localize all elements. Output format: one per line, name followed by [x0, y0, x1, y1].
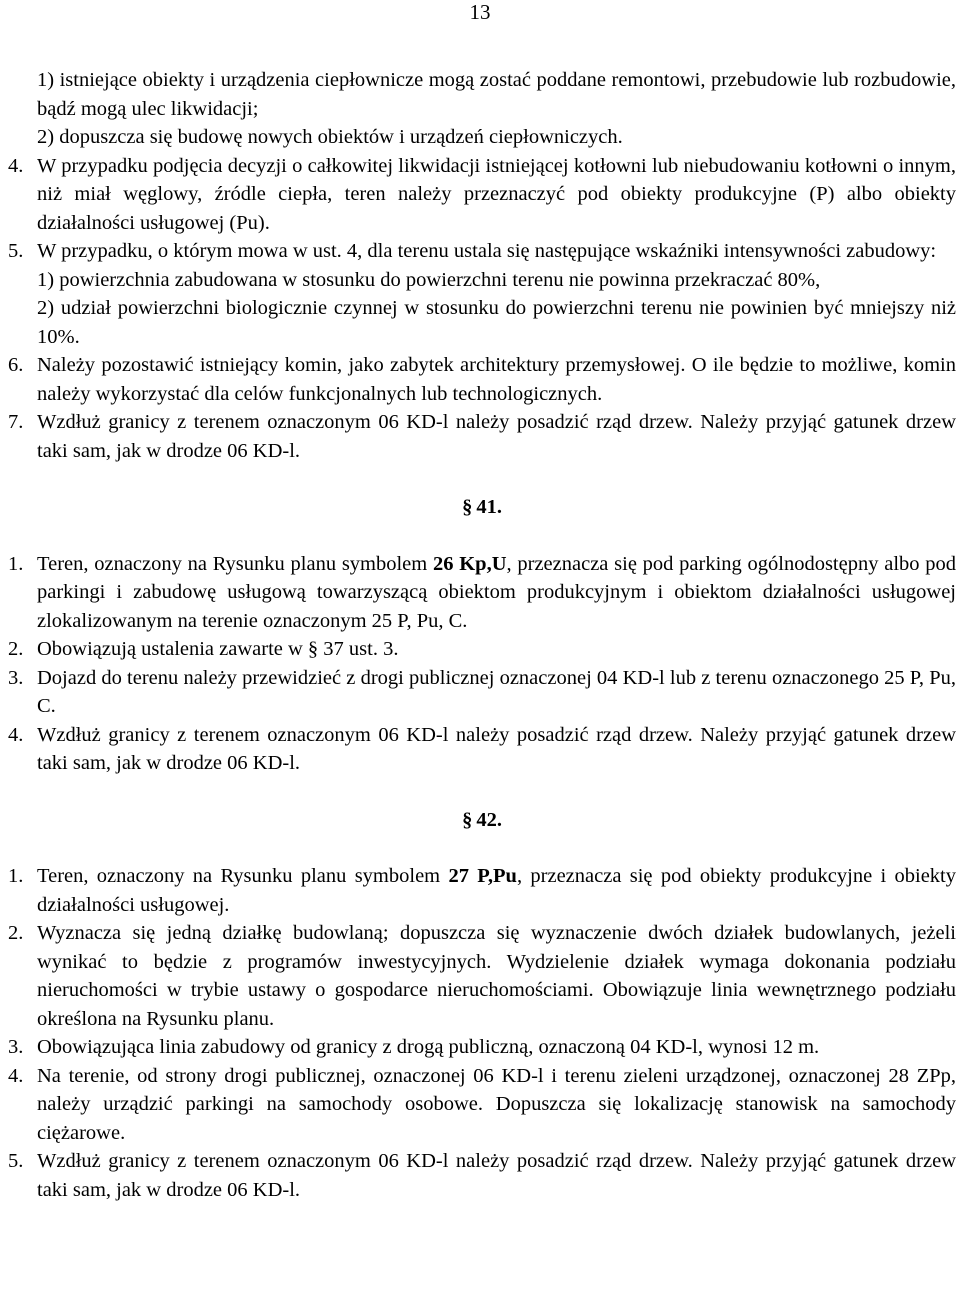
paragraph-number: 6.: [8, 354, 24, 376]
paragraph-number: 5.: [8, 1150, 24, 1172]
text-run: , przeznacza się pod parking ogólnodostępny albo pod parkingi i zabudowę usługową towarzyszącą obiektom produkcyjnym i obiektom działalności usługowej zlokalizowanym na terenie oznaczonym 25 P, Pu, C.: [37, 552, 957, 632]
paragraph-5: [8, 237, 956, 266]
paragraph-number: 5.: [8, 240, 24, 262]
paragraph-number: 1.: [8, 865, 24, 887]
paragraph-number: 2.: [8, 638, 24, 660]
paragraph-text: Dojazd do terenu należy przewidzieć z drogi publicznej oznaczonej 04 KD-l lub z terenu oznaczonego 25 P, Pu, C.: [37, 666, 956, 717]
text-run: Teren, oznaczony na Rysunku planu symbolem: [37, 552, 433, 575]
paragraph-text: W przypadku, o którym mowa w ust. 4, dla terenu ustala się następujące wskaźniki intensywności zabudowy:: [37, 240, 937, 262]
paragraph-number: 1.: [8, 552, 24, 575]
section42-paragraph-5: [8, 1147, 956, 1204]
section-symbol: §: [462, 808, 473, 831]
paragraph-text: Obowiązują ustalenia zawarte w § 37 ust. 3.: [37, 638, 399, 660]
section42-paragraph-4: [8, 1062, 956, 1148]
section42-paragraph-3: [8, 1033, 956, 1062]
paragraph-number: 3.: [8, 1036, 24, 1058]
section-heading-41: [8, 493, 956, 522]
page-number: 13: [469, 0, 491, 24]
section41-paragraph-2: [8, 635, 956, 664]
paragraph-number: 4.: [8, 154, 24, 177]
zone-symbol: 26 Kp,U: [432, 552, 507, 575]
section41-paragraph-3: [8, 664, 956, 721]
paragraph-number: 4.: [8, 1064, 24, 1087]
section41-paragraph-4: [8, 721, 956, 778]
section41-paragraph-1: [8, 550, 956, 636]
list-item: 1) powierzchnia zabudowana w stosunku do powierzchni terenu nie powinna przekraczać 80%,: [37, 268, 821, 291]
paragraph-text: W przypadku podjęcia decyzji o całkowitej likwidacji istniejącej kotłowni lub niebudowaniu kotłowni o innym, niż miał węglowy, źródle ciepła, teren należy przeznaczyć pod obiekty produkcyjne (P) albo obiekty działalności usługowej (Pu).: [37, 154, 956, 234]
paragraph-text: Wyznacza się jedną działkę budowlaną; dopuszcza się wyznaczenie dwóch działek budowlanych, jeżeli wynikać to będzie z programów inwestycyjnych. Wydzielenie działek wymaga dokonania podziału nieruchomości w trybie ustawy o gospodarce nieruchomościami. Obowiązuje linia wewnętrznego podziału określona na Rysunku planu.: [37, 922, 956, 1030]
section-heading-42: [8, 806, 956, 835]
paragraph-4: [8, 152, 956, 238]
paragraph-text: Wzdłuż granicy z terenem oznaczonym 06 KD-l należy posadzić rząd drzew. Należy przyjąć gatunek drzew taki sam, jak w drodze 06 KD-l.: [37, 723, 956, 774]
document-body: [8, 66, 956, 1204]
text-run: Teren, oznaczony na Rysunku planu symbolem: [37, 865, 449, 887]
paragraph-number: 7.: [8, 411, 24, 433]
list-item: 2) dopuszcza się budowę nowych obiektów i urządzeń ciepłowniczych.: [37, 126, 623, 148]
section-symbol: §: [462, 496, 473, 518]
paragraph-text: Wzdłuż granicy z terenem oznaczonym 06 KD-l należy posadzić rząd drzew. Należy przyjąć gatunek drzew taki sam, jak w drodze 06 KD-l.: [37, 1150, 956, 1201]
paragraph-text: Obowiązująca linia zabudowy od granicy z drogą publiczną, oznaczoną 04 KD-l, wynosi 12 m.: [37, 1036, 820, 1058]
paragraph-number: 2.: [8, 922, 24, 944]
section42-paragraph-2: [8, 919, 956, 1033]
paragraph-text: Na terenie, od strony drogi publicznej, oznaczonej 06 KD-l i terenu zieleni urządzonej, oznaczonej 28 ZPp, należy urządzić parkingi na samochody osobowe. Dopuszcza się lokalizację stanowisk na samochody ciężarowe.: [37, 1064, 956, 1144]
zone-symbol: 27 P,Pu: [448, 865, 517, 887]
paragraph-number: 4.: [8, 723, 24, 746]
paragraph-text: [37, 862, 956, 919]
list-item: 2) udział powierzchni biologicznie czynnej w stosunku do powierzchni terenu nie powinien być mniejszy niż 10%.: [37, 297, 956, 348]
section42-paragraph-1: [8, 862, 956, 919]
paragraph-text: Wzdłuż granicy z terenem oznaczonym 06 KD-l należy posadzić rząd drzew. Należy przyjąć gatunek drzew taki sam, jak w drodze 06 KD-l.: [37, 411, 956, 462]
paragraph-number: 3.: [8, 666, 24, 689]
section-number: 42.: [476, 808, 502, 831]
list-item: 1) istniejące obiekty i urządzenia ciepłownicze mogą zostać poddane remontowi, przebudowie lub rozbudowie, bądź mogą ulec likwidacji;: [37, 69, 956, 120]
paragraph-7: [8, 408, 956, 465]
section-number: 41.: [476, 496, 502, 518]
paragraph-text: [37, 550, 956, 636]
paragraph-6: [8, 351, 956, 408]
paragraph-text: Należy pozostawić istniejący komin, jako zabytek architektury przemysłowej. O ile będzie to możliwe, komin należy wykorzystać dla celów funkcjonalnych lub technologicznych.: [37, 354, 956, 405]
text-run: , przeznacza się pod obiekty produkcyjne i obiekty działalności usługowej.: [37, 865, 956, 916]
